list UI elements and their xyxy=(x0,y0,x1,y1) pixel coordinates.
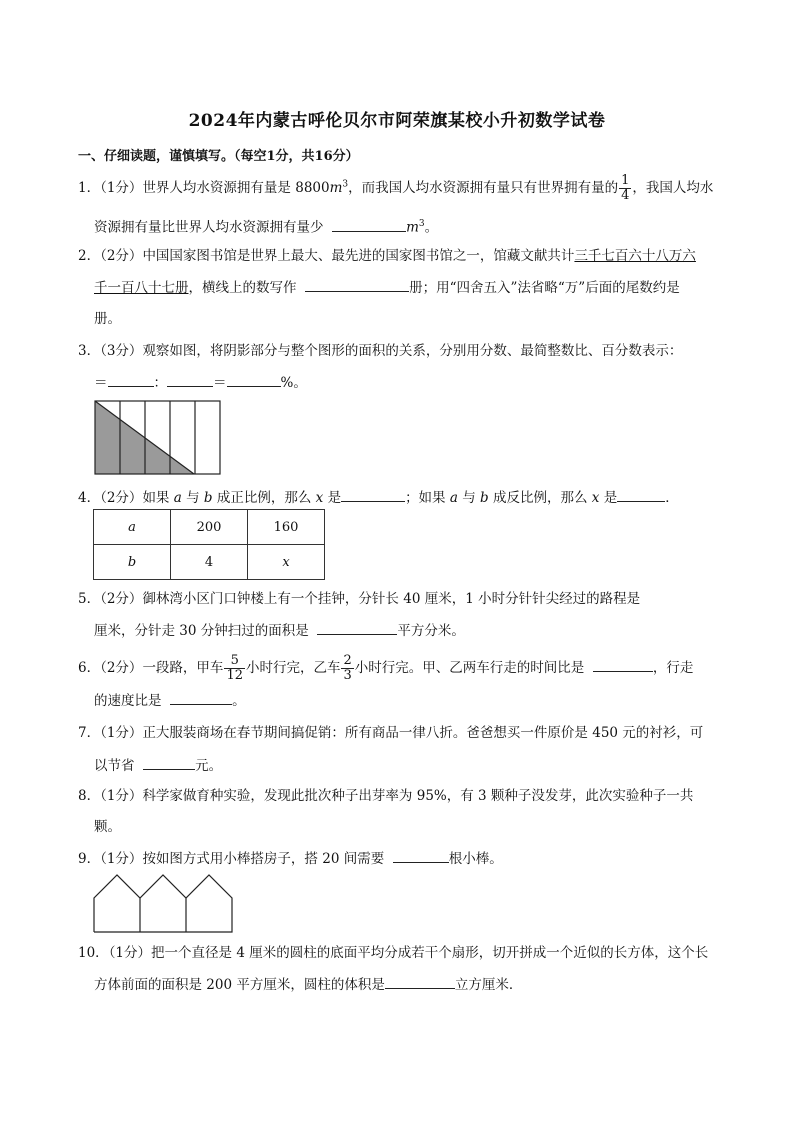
question-text: 与 xyxy=(462,490,476,506)
shaded-rectangle-figure xyxy=(94,400,224,476)
exponent: 3 xyxy=(342,179,349,190)
fraction xyxy=(619,174,631,203)
colon: ： xyxy=(153,375,167,391)
variable-x: x xyxy=(591,490,600,506)
question-score: （3分） xyxy=(100,343,143,359)
question-text: 成反比例，那么 xyxy=(492,490,588,506)
question-3-line-2 xyxy=(94,372,307,393)
question-text: ，而我国人均水资源拥有量只有世界拥有量的 xyxy=(348,180,619,196)
table-row xyxy=(94,510,325,545)
question-text: ，我国人均水 xyxy=(632,180,714,196)
question-5 xyxy=(78,589,640,609)
table-row xyxy=(94,545,325,580)
question-text: 的速度比是 xyxy=(94,693,162,709)
houses-outline xyxy=(94,875,232,932)
question-4 xyxy=(78,487,679,508)
answer-blank[interactable] xyxy=(305,277,409,292)
question-text: 立方厘米． xyxy=(454,977,523,993)
answer-blank[interactable] xyxy=(393,848,449,863)
question-text: 是 xyxy=(327,490,342,506)
underlined-number: 千一百八十七册 xyxy=(94,280,189,296)
question-text: 册；用“四舍五入”法省略“万”后面的尾数约是 xyxy=(409,280,680,296)
question-text: 小时行完。甲、乙两车行走的时间比是 xyxy=(354,660,585,676)
proportion-table xyxy=(93,509,325,580)
equals-sign: ＝ xyxy=(213,375,227,391)
question-number: 9． xyxy=(78,851,101,867)
table-cell: 4 xyxy=(171,545,248,580)
question-score: （1分） xyxy=(100,725,143,741)
answer-blank[interactable] xyxy=(170,690,232,705)
question-5-line-2 xyxy=(94,620,465,641)
answer-blank[interactable] xyxy=(617,487,665,502)
question-score: （2分） xyxy=(100,660,143,676)
question-6-line-2 xyxy=(94,690,246,711)
question-score: （1分） xyxy=(100,851,143,867)
question-text: 按如图方式用小棒搭房子，搭 20 间需要 xyxy=(142,851,385,867)
answer-blank[interactable] xyxy=(167,372,213,387)
fraction xyxy=(224,654,245,683)
percent-sign: %。 xyxy=(280,375,307,391)
fraction-numerator: 2 xyxy=(343,653,352,668)
question-text: 与 xyxy=(186,490,200,506)
question-6 xyxy=(78,654,693,683)
question-2-line-3 xyxy=(94,309,121,329)
question-number: 5． xyxy=(78,591,101,607)
exponent: 3 xyxy=(418,219,425,229)
stick-houses-figure xyxy=(93,872,238,934)
question-7 xyxy=(78,723,703,743)
question-text: 正大服装商场在春节期间搞促销：所有商品一律八折。爸爸想买一件原价是 450 元的衬衫，可 xyxy=(142,725,704,741)
question-text: 以节省 xyxy=(94,758,135,774)
underlined-number: 三千七百六十八万六 xyxy=(574,248,696,264)
question-2 xyxy=(78,246,696,266)
question-score: （2分） xyxy=(100,248,143,264)
table-cell: a xyxy=(94,510,171,545)
table-cell: x xyxy=(248,545,325,580)
page-title: 2024年内蒙古呼伦贝尔市阿荣旗某校小升初数学试卷 xyxy=(188,111,606,131)
unit: m xyxy=(329,180,343,196)
fraction-numerator: 5 xyxy=(224,654,245,669)
table-cell: 200 xyxy=(171,510,248,545)
question-text: 根小棒。 xyxy=(448,851,503,867)
table-cell: 160 xyxy=(248,510,325,545)
question-text: 成正比例，那么 xyxy=(216,490,312,506)
question-text: ，横线上的数写作 xyxy=(188,280,297,296)
question-text: 观察如图，将阴影部分与整个图形的面积的关系，分别用分数、最简整数比、百分数表示： xyxy=(142,343,683,359)
question-text: 中国国家图书馆是世界上最大、最先进的国家图书馆之一，馆藏文献共计 xyxy=(142,248,575,264)
punctuation: 。 xyxy=(424,219,439,236)
question-9 xyxy=(78,848,503,869)
question-8 xyxy=(78,786,693,806)
question-text: 世界人均水资源拥有量是 8800 xyxy=(142,180,330,196)
question-1-line-2 xyxy=(94,214,438,238)
punctuation: 。 xyxy=(232,693,246,709)
question-text: ，行走 xyxy=(652,660,694,676)
question-number: 10． xyxy=(78,945,109,961)
question-text: 一段路，甲车 xyxy=(142,660,224,676)
question-text: 小时行完，乙车 xyxy=(245,660,341,676)
question-number: 2． xyxy=(78,248,101,264)
answer-blank[interactable] xyxy=(332,217,406,232)
answer-blank[interactable] xyxy=(341,487,405,502)
question-text: 科学家做育种实验，发现此批次种子出芽率为 95%，有 3 颗种子没发芽，此次实验种子一共 xyxy=(142,788,694,804)
question-score: （2分） xyxy=(100,591,143,607)
unit: m xyxy=(406,219,419,236)
question-10-line-2 xyxy=(94,974,522,995)
variable-a: a xyxy=(449,490,458,506)
section-heading: 一、仔细读题，谨慎填写。（每空1分，共16分） xyxy=(78,149,359,164)
question-number: 7． xyxy=(78,725,101,741)
question-text: 御林湾小区门口钟楼上有一个挂钟，分针长 40 厘米，1 小时分针针尖经过的路程是 xyxy=(142,591,641,607)
table-cell: b xyxy=(94,545,171,580)
question-text: 颗。 xyxy=(94,819,121,835)
answer-blank[interactable] xyxy=(227,372,281,387)
question-number: 4． xyxy=(78,490,101,506)
question-7-line-2 xyxy=(94,755,222,776)
question-score: （1分） xyxy=(108,945,152,961)
question-text: 如果 xyxy=(142,490,170,506)
question-text: 平方分米。 xyxy=(397,623,465,639)
question-number: 6． xyxy=(78,660,101,676)
answer-blank[interactable] xyxy=(143,755,195,770)
fraction-denominator: 4 xyxy=(621,188,630,203)
question-text: 元。 xyxy=(195,758,223,774)
variable-b: b xyxy=(203,490,213,506)
question-number: 1． xyxy=(78,180,101,196)
answer-blank[interactable] xyxy=(108,372,154,387)
question-text: 厘米，分针走 30 分钟扫过的面积是 xyxy=(94,623,309,639)
question-score: （1分） xyxy=(100,788,143,804)
fraction-numerator: 1 xyxy=(621,173,630,188)
question-1 xyxy=(78,174,713,203)
question-text: ；如果 xyxy=(405,490,446,506)
question-number: 8． xyxy=(78,788,101,804)
equals-sign: ＝ xyxy=(94,375,108,391)
question-number: 3． xyxy=(78,343,101,359)
answer-blank[interactable] xyxy=(385,974,455,989)
question-10 xyxy=(78,943,708,963)
answer-blank[interactable] xyxy=(317,620,397,635)
fraction xyxy=(341,654,353,683)
variable-b: b xyxy=(480,490,489,506)
question-3 xyxy=(78,341,682,361)
question-text: 把一个直径是 4 厘米的圆柱的底面平均分成若干个扇形，切开拼成一个近似的长方体，这个长 xyxy=(151,945,709,961)
question-score: （2分） xyxy=(100,490,143,506)
fraction-denominator: 12 xyxy=(226,668,243,683)
variable-a: a xyxy=(173,490,182,506)
fraction-denominator: 3 xyxy=(343,668,352,683)
question-text: 资源拥有量比世界人均水资源拥有量少 xyxy=(94,219,324,236)
question-text: 册。 xyxy=(94,311,121,327)
question-text: 是 xyxy=(603,490,618,506)
punctuation: ． xyxy=(665,490,679,506)
question-2-line-2 xyxy=(94,277,680,298)
answer-blank[interactable] xyxy=(593,657,653,672)
question-8-line-2 xyxy=(94,817,121,837)
question-text: 方体前面的面积是 200 平方厘米，圆柱的体积是 xyxy=(94,977,385,993)
variable-x: x xyxy=(315,490,324,506)
question-score: （1分） xyxy=(100,180,143,196)
